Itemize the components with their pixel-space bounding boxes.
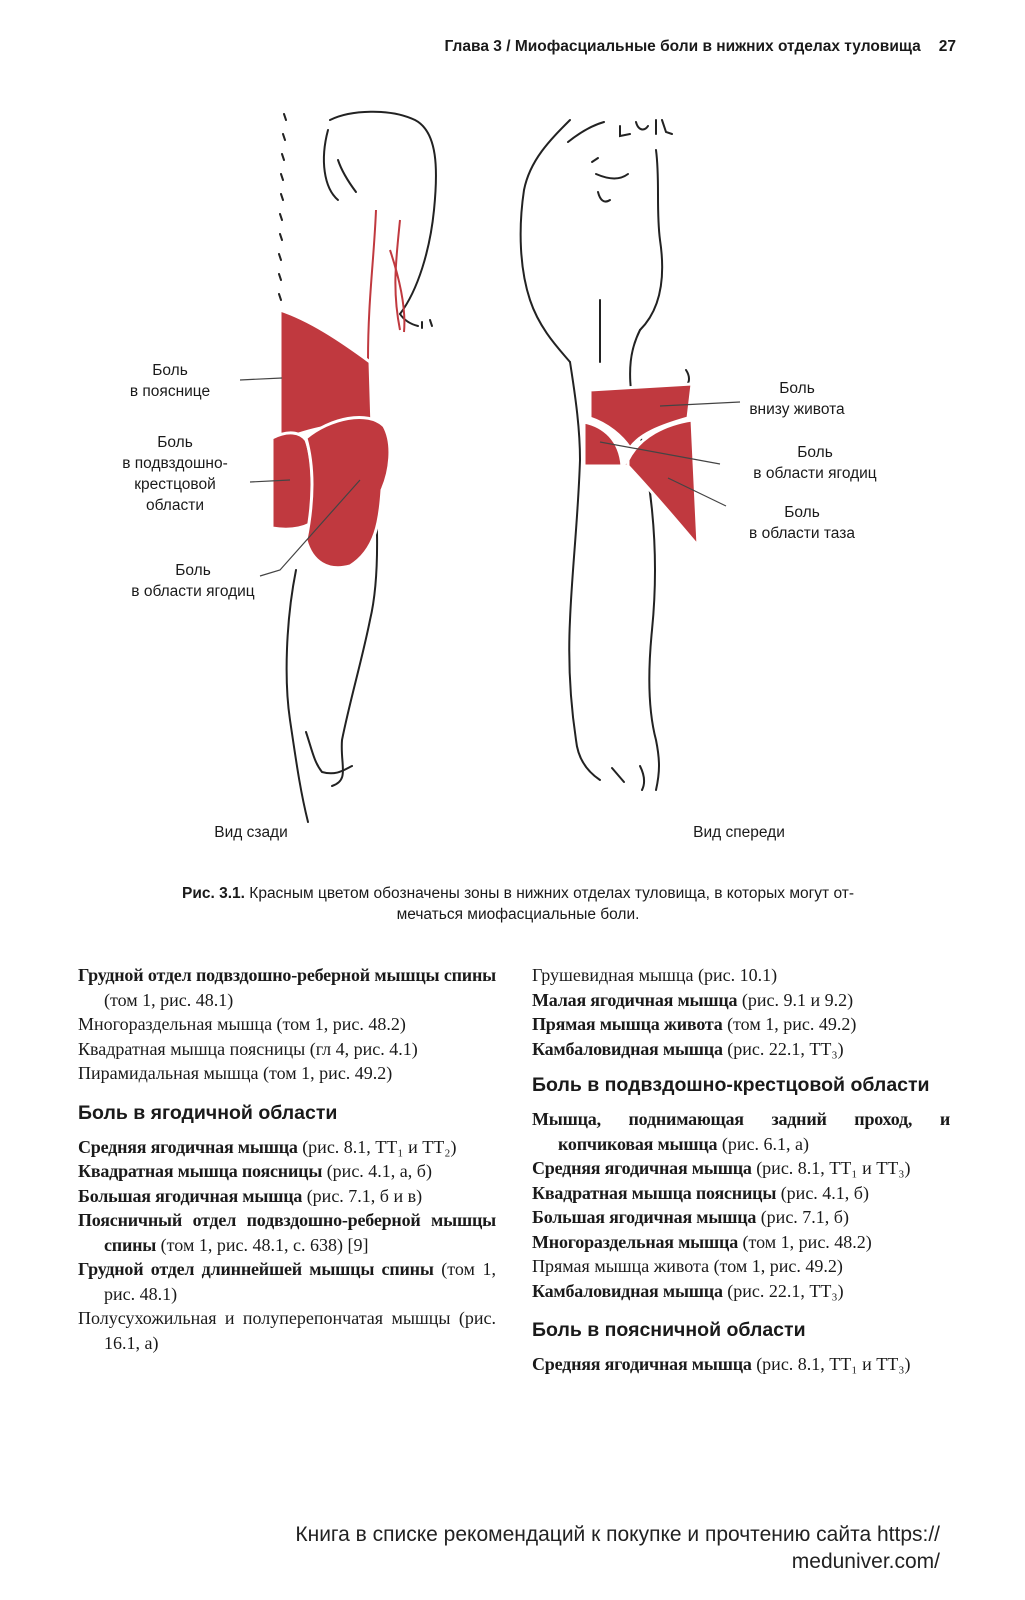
list-item [78, 1135, 496, 1160]
label-line: Боль [797, 444, 833, 461]
reference: (том 1, рис. 48.1) [104, 989, 234, 1010]
list-item: Прямая мышца живота (том 1, рис. 49.2) [532, 1256, 843, 1276]
label-pelvis-pain [732, 502, 872, 544]
label-lower-abdomen-pain [732, 378, 862, 420]
caption-line-1 [80, 883, 956, 904]
list-item [532, 1230, 950, 1255]
muscle-name: Средняя ягодичная мышца [78, 1136, 298, 1157]
list-item [78, 963, 496, 1012]
reference: (рис. 8.1, ТТ₁ и ТТ₃) [751, 1158, 911, 1178]
list-item [532, 1205, 950, 1230]
footer-line-2[interactable]: meduniver.com/ [791, 1550, 940, 1573]
list-item: Полусухожильная и полуперепончатая мышцы (рис. 16.1, а) [78, 1308, 496, 1353]
muscle-name: Мышца, поднимающая задний проход, и копчиковая мышца [532, 1109, 950, 1154]
muscle-name: Поясничный отдел подвздошно-реберной мышцы спины [78, 1210, 496, 1255]
caption-line-2: мечаться миофасциальные боли. [396, 906, 640, 923]
reference: (рис. 4.1, б) [776, 1182, 869, 1203]
list-item [78, 1184, 496, 1209]
list-item [532, 1352, 950, 1377]
label-back-view: Вид сзади [214, 824, 288, 841]
label-lumbar-pain [110, 360, 230, 402]
label-line: в области ягодиц [753, 465, 877, 482]
section-heading-sacroiliac: Боль в подвздошно-крестцовой области [532, 1074, 930, 1096]
list-item [78, 1159, 496, 1184]
list-item [532, 1012, 950, 1037]
list-item [78, 1208, 496, 1257]
reference: (рис. 9.1 и 9.2) [737, 989, 854, 1010]
left-column [78, 963, 496, 1355]
reference: (рис. 7.1, б) [756, 1207, 849, 1227]
label-line: внизу живота [749, 401, 845, 418]
reference: (рис. 4.1, а, б) [322, 1161, 432, 1181]
list-item [78, 1257, 496, 1306]
list-item: Пирамидальная мышца (том 1, рис. 49.2) [78, 1063, 393, 1083]
muscle-name: Большая ягодичная мышца [532, 1207, 757, 1227]
list-item: Квадратная мышца поясницы (гл 4, рис. 4.1) [78, 1038, 418, 1059]
muscle-name: Многораздельная мышца [532, 1231, 739, 1252]
muscle-name: Квадратная мышца поясницы [78, 1161, 323, 1181]
caption-text: Красным цветом обозначены зоны в нижних отделах туловища, в которых могут от- [244, 885, 854, 902]
footer-note [130, 1521, 940, 1575]
muscle-name: Грудной отдел длиннейшей мышцы спины [78, 1259, 434, 1279]
reference: (рис. 22.1, ТТ₃) [722, 1038, 844, 1059]
label-line: Боль [157, 434, 193, 451]
page-number: 27 [938, 38, 956, 55]
list-item [532, 1181, 950, 1206]
muscle-name: Грудной отдел подвздошно-реберной мышцы спины [78, 965, 496, 985]
label-gluteal-pain-back [108, 560, 278, 602]
running-header [260, 38, 956, 56]
label-line: в подвздошно- [122, 455, 228, 472]
label-sacroiliac-pain [100, 432, 250, 516]
list-item: Многораздельная мышца (том 1, рис. 48.2) [78, 1014, 406, 1034]
back-pain-zones [272, 310, 390, 568]
muscle-name: Квадратная мышца поясницы [532, 1182, 777, 1203]
reference: (рис. 8.1, ТТ₁ и ТТ₃) [751, 1354, 911, 1374]
muscle-name: Большая ягодичная мышца [78, 1185, 303, 1206]
reference: (том 1, рис. 48.1) [104, 1259, 496, 1304]
muscle-name: Средняя ягодичная мышца [532, 1354, 752, 1374]
reference: (рис. 6.1, а) [717, 1133, 809, 1154]
reference: (рис. 7.1, б и в) [302, 1185, 423, 1206]
label-line: Боль [784, 504, 820, 521]
back-red-lines [368, 210, 404, 360]
figure-3-1 [100, 100, 960, 870]
footer-line-1: Книга в списке рекомендаций к покупке и прочтению сайта https:// [295, 1523, 940, 1546]
label-front-view: Вид спереди [693, 824, 785, 841]
reference: (рис. 22.1, ТТ₃) [722, 1280, 844, 1301]
muscle-name: Малая ягодичная мышца [532, 989, 738, 1010]
section-heading-lumbar: Боль в поясничной области [532, 1319, 806, 1341]
label-line: Боль [152, 362, 188, 379]
right-column [532, 963, 950, 1377]
muscle-name: Прямая мышца живота [532, 1014, 723, 1034]
muscle-name: Средняя ягодичная мышца [532, 1158, 752, 1178]
list-item [532, 1037, 950, 1062]
label-line: Боль [175, 562, 211, 579]
reference: (том 1, рис. 49.2) [722, 1014, 857, 1034]
list-item [532, 1156, 950, 1181]
reference: (том 1, рис. 48.1, с. 638) [9] [156, 1234, 369, 1255]
muscle-name: Камбаловидная мышца [532, 1280, 723, 1301]
muscle-name: Камбаловидная мышца [532, 1038, 723, 1059]
figure-caption [80, 883, 956, 925]
label-line: в области таза [749, 525, 855, 542]
list-item [532, 1107, 950, 1156]
label-line: крестцовой [134, 476, 216, 493]
section-heading-gluteal: Боль в ягодичной области [78, 1101, 338, 1124]
reference: (рис. 8.1, ТТ₁ и ТТ₂) [297, 1136, 457, 1157]
reference: (том 1, рис. 48.2) [738, 1231, 872, 1252]
header-title: Глава 3 / Миофасциальные боли в нижних отделах туловища [444, 38, 921, 55]
list-item: Грушевидная мышца (рис. 10.1) [532, 965, 778, 985]
list-item [532, 988, 950, 1013]
label-line: в пояснице [129, 383, 211, 400]
label-gluteal-pain-front [730, 442, 900, 484]
label-line: области [146, 497, 204, 514]
label-line: Боль [779, 380, 815, 397]
caption-prefix: Рис. 3.1. [182, 885, 245, 902]
front-pain-zones [584, 384, 698, 546]
list-item [532, 1279, 950, 1304]
label-line: в области ягодиц [131, 583, 255, 600]
